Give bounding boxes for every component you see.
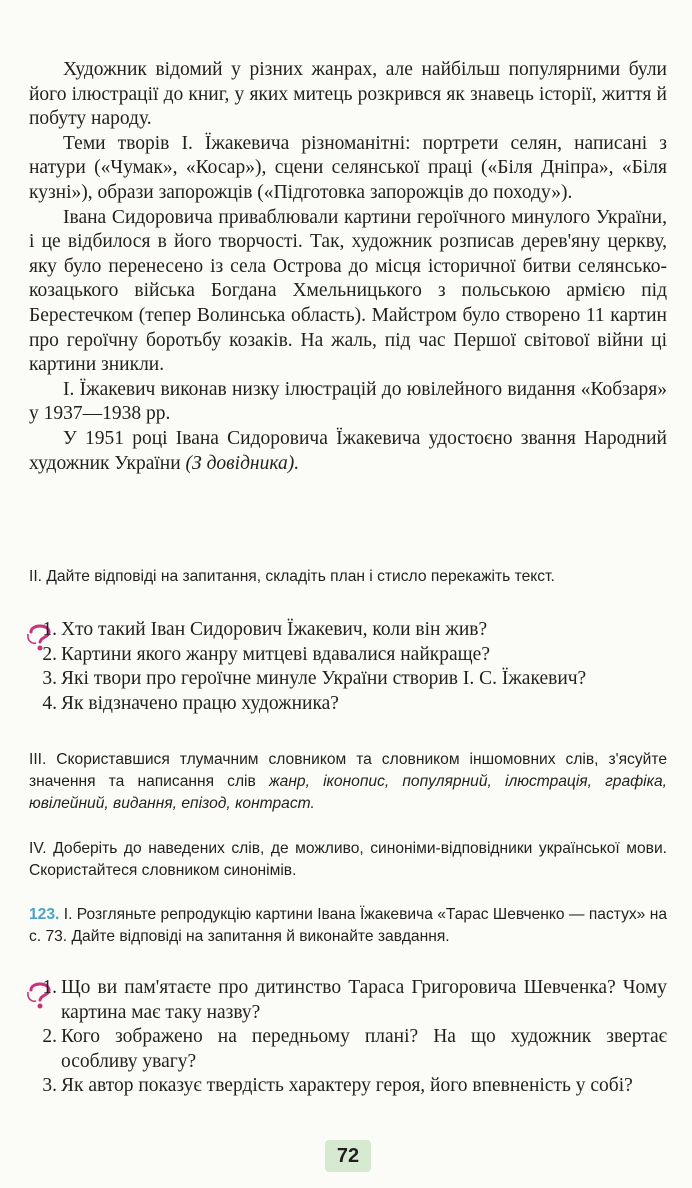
paragraph-2: Теми творів І. Їжакевича різноманітні: портрети селян, написані з натури («Чумак», «Косар»), сцени селянської праці («Біля Дніпра», «Біля кузні»), образи запорожців («Підготовка запорожців до походу»).: [29, 132, 667, 203]
page-number: 72: [325, 1140, 371, 1172]
question-text: Хто такий Іван Сидорович Їжакевич, коли він жив?: [61, 619, 488, 640]
question-text: Як автор показує твердість характеру героя, його впевненість у собі?: [61, 1075, 633, 1097]
question-item: [29, 618, 667, 643]
question-item: [29, 692, 667, 717]
paragraph-1: Художник відомий у різних жанрах, але найбільш популярними були його ілюстрації до книг, у яких митець розкрився як знавець історії, життя й побуту народу.: [29, 59, 667, 130]
paragraph-3: Івана Сидоровича приваблювали картини героїчного минулого України, і це відбилося в його творчості. Так, художник розписав дерев'яну церкву, яку було перенесено із села Острова до місця історичної битви селянсько-козацького війська Богдана Хмельницького з польською армією під Берестечком (тепер Волинська область). Майстром було створено 11 картин про героїчну боротьбу козаків. На жаль, під час Першої світової війни ці картини зникли.: [29, 206, 667, 376]
paragraph-4: І. Їжакевич виконав низку ілюстрацій до ювілейного видання «Кобзаря» у 1937—1938 рр.: [29, 378, 667, 425]
task-iv: IV. Доберіть до наведених слів, де можливо, синоніми-відповідники української мови. Скористайтеся словником синонімів.: [29, 840, 667, 879]
task-ii: II. Дайте відповіді на запитання, складіть план і стисло перекажіть текст.: [29, 568, 555, 585]
question-number: 2.: [42, 1026, 57, 1048]
question-text: Які твори про героїчне минуле України створив І. С. Їжакевич?: [61, 668, 587, 690]
question-item: [29, 667, 667, 692]
task-iii: [29, 749, 667, 815]
question-text: Як відзначено працю художника?: [61, 692, 339, 714]
question-number: 4.: [42, 692, 57, 714]
question-text: Кого зображено на передньому плані? На що художник звертає особливу увагу?: [61, 1026, 667, 1072]
exercise-number: 123.: [29, 906, 60, 923]
task-iii-words: жанр, іконопис, популярний, ілюстрація, графіка, ювілейний, видання, епізод, контраст.: [29, 773, 667, 812]
question-text: Що ви пам'ятаєте про дитинство Тараса Григоровича Шевченка? Чому картина має таку назву?: [61, 977, 667, 1023]
questions-list-1: [29, 618, 667, 716]
questions-group-1: [29, 618, 667, 742]
paragraph-5: [29, 427, 667, 476]
questions-group-2: [29, 976, 667, 1126]
question-number: 3.: [42, 1075, 57, 1097]
questions-list-2: [29, 976, 667, 1099]
question-number: 3.: [42, 668, 57, 690]
exercise-123: [29, 904, 667, 948]
question-item: [29, 1074, 667, 1099]
question-number: 2.: [42, 643, 57, 665]
text-block: [29, 58, 667, 476]
exercise-text: І. Розгляньте репродукцію картини Івана Їжакевича «Тарас Шевченко — пастух» на с. 73. Дайте відповіді на запитання й виконайте завдання.: [29, 906, 667, 945]
question-item: [29, 1025, 667, 1074]
question-item: [29, 643, 667, 668]
question-number: 1.: [42, 977, 57, 998]
paragraph-5-text: У 1951 році Івана Сидоровича Їжакевича удостоєно звання Народний художник України: [29, 427, 667, 474]
question-text: Картини якого жанру митцеві вдавалися найкраще?: [61, 643, 490, 665]
task-iii-text: III. Скориставшися тлумачним словником та словником іншомовних слів, з'ясуйте значення та написання слів: [29, 751, 667, 790]
question-number: 1.: [42, 619, 57, 640]
source-note: (З довідника).: [185, 452, 300, 474]
question-item: [29, 976, 667, 1025]
